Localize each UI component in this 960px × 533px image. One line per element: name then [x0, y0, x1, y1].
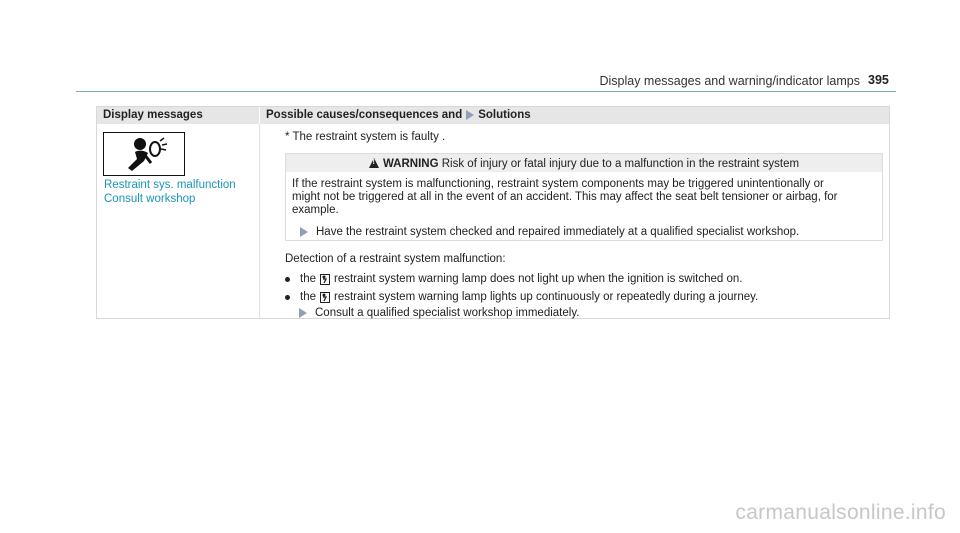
- display-message-line2: Consult workshop: [104, 193, 196, 205]
- arrow-right-icon: [466, 110, 474, 120]
- header-divider: [259, 107, 260, 124]
- warning-title: [286, 158, 882, 170]
- display-message-text: [104, 178, 236, 206]
- bullet-text: restraint system warning lamp lights up continuously or repeatedly during a journey.: [334, 291, 759, 303]
- watermark: carmanualsonline.info: [735, 501, 946, 524]
- restraint-lamp-icon: [320, 292, 330, 303]
- warning-body-line1: If the restraint system is malfunctioning, restraint system components may be triggered unintentionally or: [292, 178, 824, 190]
- final-action: [299, 307, 579, 319]
- display-message-table: [96, 106, 890, 319]
- warning-label: WARNING: [382, 158, 439, 170]
- list-item: [285, 291, 758, 303]
- warning-box: [285, 153, 883, 241]
- col-header-display-messages: Display messages: [103, 109, 203, 121]
- airbag-warning-icon: [103, 132, 185, 176]
- detection-intro: Detection of a restraint system malfunction:: [285, 253, 506, 265]
- warning-header: [286, 154, 882, 172]
- warning-body-line3: example.: [292, 204, 339, 216]
- bullet-text: restraint system warning lamp does not light up when the ignition is switched on.: [334, 273, 743, 285]
- page-header-title: Display messages and warning/indicator lamps: [599, 74, 860, 88]
- table-header-row: [97, 107, 889, 124]
- column-divider: [259, 124, 260, 318]
- warning-action-text: Have the restraint system checked and repaired immediately at a qualified specialist workshop.: [316, 226, 800, 238]
- final-action-text: Consult a qualified specialist workshop immediately.: [315, 307, 580, 319]
- bullet-prefix: the: [300, 291, 316, 303]
- restraint-lamp-icon: [320, 274, 330, 285]
- header-rule: [76, 91, 896, 92]
- warning-action: [300, 226, 799, 238]
- bullet-dot: [285, 277, 290, 282]
- col-header-solutions-text: Solutions: [478, 109, 531, 121]
- warning-title-text: Risk of injury or fatal injury due to a malfunction in the restraint system: [441, 158, 800, 170]
- warning-body: [292, 178, 872, 217]
- arrow-right-icon: [300, 227, 308, 237]
- airbag-icon-graphic: [104, 133, 184, 175]
- arrow-right-icon: [299, 308, 307, 318]
- bullet-prefix: the: [300, 273, 316, 285]
- col-header-causes-text: Possible causes/consequences and: [266, 109, 463, 121]
- cause-text: * The restraint system is faulty .: [285, 131, 446, 143]
- warning-body-line2: might not be triggered at all in the event of an accident. This may affect the seat belt tensioner or airbag, for: [292, 191, 838, 203]
- list-item: [285, 273, 742, 285]
- col-header-causes: [266, 109, 531, 121]
- display-message-line1: Restraint sys. malfunction: [104, 179, 236, 191]
- page-number: 395: [868, 73, 889, 87]
- bullet-dot: [285, 295, 290, 300]
- warning-triangle-icon: [369, 158, 379, 168]
